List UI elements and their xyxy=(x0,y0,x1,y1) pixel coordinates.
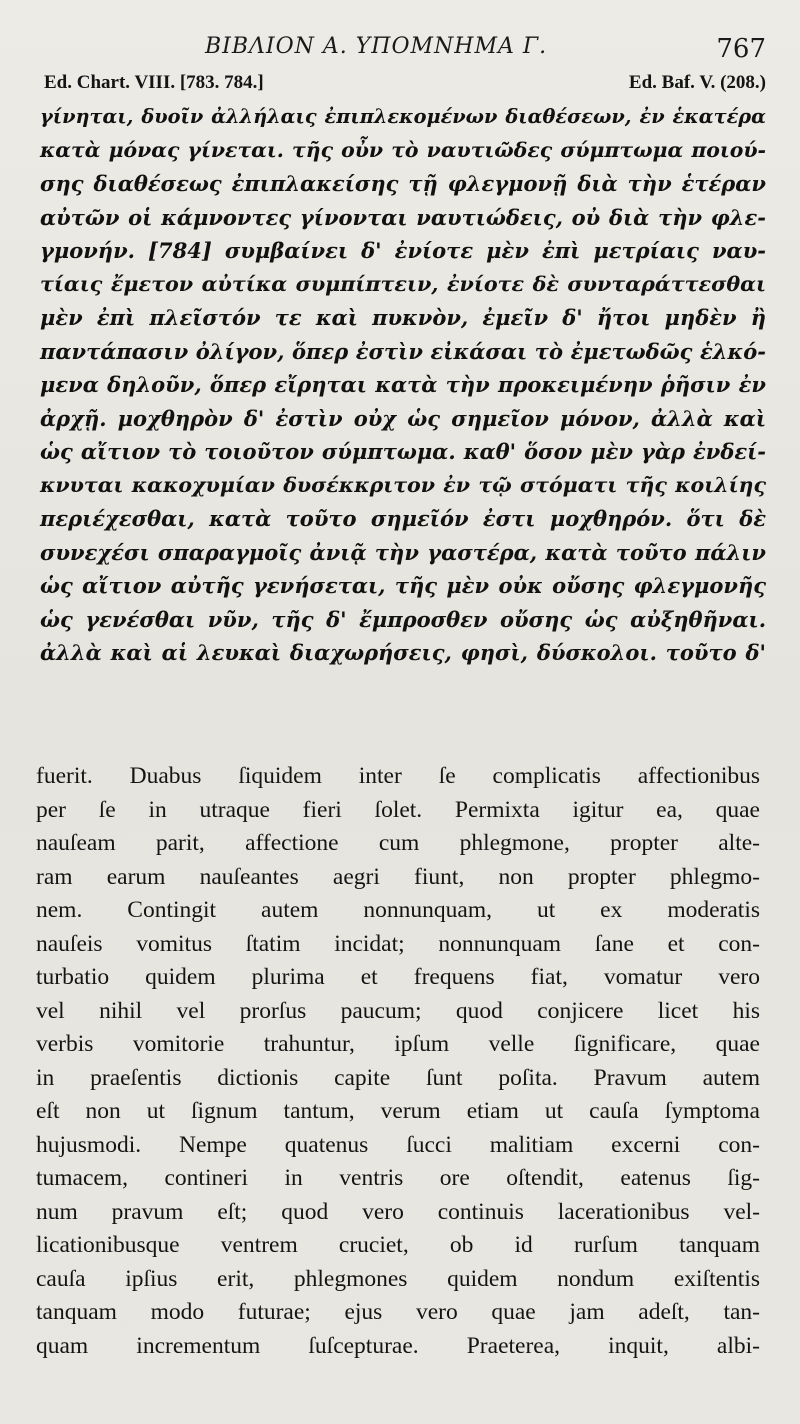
greek-line: ἀλλὰ καὶ αἱ λευκαὶ διαχωρήσεις, φησὶ, δύσκολοι. τοῦτο δ' xyxy=(40,640,766,665)
latin-line: nem. Contingit autem nonnunquam, ut ex moderatis xyxy=(36,897,760,923)
latin-line: num pravum eſt; quod vero continuis lacerationibus vel- xyxy=(36,1198,760,1225)
running-head xyxy=(0,30,800,70)
latin-line: ram earum nauſeantes aegri fiunt, non propter phlegmo- xyxy=(36,863,760,890)
latin-line: licationibusque ventrem cruciet, ob id rurſum tanquam xyxy=(36,1232,760,1258)
latin-line: per ſe in utraque fieri ſolet. Permixta igitur ea, quae xyxy=(36,796,760,823)
edition-basel-reference: Ed. Baf. V. (208.) xyxy=(628,72,766,93)
greek-line: αὐτῶν οἱ κάμνοντες γίνονται ναυτιώδεις, οὐ διὰ τὴν φλε- xyxy=(40,204,766,230)
greek-line: τίαις ἔμετον αὐτίκα συμπίπτειν, ἐνίοτε δὲ συνταράττεσθαι xyxy=(40,271,766,296)
greek-line: κατὰ μόνας γίνεται. τῆς οὖν τὸ ναυτιῶδες σύμπτωμα ποιού- xyxy=(40,137,766,162)
latin-line: vel nihil vel prorſus paucum; quod conjicere licet his xyxy=(36,997,760,1024)
latin-line: verbis vomitorie trahuntur, ipſum velle ſignificare, quae xyxy=(36,1031,760,1057)
latin-line: fuerit. Duabus ſiquidem inter ſe complicatis affectionibus xyxy=(36,763,760,789)
greek-line: γμονήν. [784] συμβαίνει δ' ἐνίοτε μὲν ἐπὶ μετρίαις ναυ- xyxy=(40,238,766,263)
greek-text-block xyxy=(40,100,766,670)
latin-text-block xyxy=(36,760,760,1363)
greek-line: γίνηται, δυοῖν ἀλλήλαις ἐπιπλεκομένων διαθέσεων, ἐν ἑκατέρα xyxy=(40,105,766,128)
greek-line: παντάπασιν ὀλίγον, ὅπερ ἐστὶν εἰκάσαι τὸ ἐμετωδῶς ἑλκό- xyxy=(40,338,766,364)
greek-line: σης διαθέσεως ἐπιπλακείσης τῇ φλεγμονῇ διὰ τὴν ἑτέραν xyxy=(40,171,766,196)
edition-reference-line xyxy=(44,72,766,100)
greek-line: ὡς γενέσθαι νῦν, τῆς δ' ἔμπροσθεν οὔσης ὡς αὐξηθῆναι. xyxy=(40,606,766,632)
latin-line: nauſeis vomitus ſtatim incidat; nonnunquam ſane et con- xyxy=(36,930,760,957)
greek-line: μὲν ἐπὶ πλεῖστόν τε καὶ πυκνὸν, ἐμεῖν δ' ἤτοι μηδὲν ἢ xyxy=(40,305,766,330)
greek-line: μενα δηλοῦν, ὅπερ εἴρηται κατὰ τὴν προκειμένην ῥῆσιν ἐν xyxy=(40,372,766,397)
greek-line: περιέχεσθαι, κατὰ τοῦτο σημεῖόν ἐστι μοχθηρόν. ὅτι δὲ xyxy=(40,506,766,531)
latin-line: hujusmodi. Nempe quatenus ſucci malitiam excerni con- xyxy=(36,1131,760,1158)
greek-line: ὡς αἴτιον τὸ τοιοῦτον σύμπτωμα. καθ' ὅσον μὲν γὰρ ἐνδεί- xyxy=(40,439,766,464)
greek-line: ὡς αἴτιον αὐτῆς γενήσεται, τῆς μὲν οὐκ οὔσης φλεγμονῆς xyxy=(40,573,766,598)
edition-chart-reference: Ed. Chart. VIII. [783. 784.] xyxy=(44,72,264,93)
latin-line: tanquam modo futurae; ejus vero quae jam adeſt, tan- xyxy=(36,1299,760,1325)
latin-line: turbatio quidem plurima et frequens fiat, vomatur vero xyxy=(36,964,760,990)
latin-line: quam incrementum ſuſcepturae. Praeterea, inquit, albi- xyxy=(36,1332,760,1359)
greek-line: κνυται κακοχυμίαν δυσέκκριτον ἐν τῷ στόματι τῆς κοιλίης xyxy=(40,472,766,497)
running-title: ΒΙΒΛΙΟΝ Α. ΥΠΟΜΝΗΜΑ Γ. xyxy=(205,34,548,59)
greek-line: συνεχέσι σπαραγμοῖς ἀνιᾷ τὴν γαστέρα, κατὰ τοῦτο πάλιν xyxy=(40,539,766,565)
latin-line: tumacem, contineri in ventris ore oſtendit, eatenus ſig- xyxy=(36,1165,760,1191)
page-number: 767 xyxy=(716,34,766,64)
latin-line: in praeſentis dictionis capite ſunt poſita. Pravum autem xyxy=(36,1064,760,1091)
latin-line: nauſeam parit, affectione cum phlegmone, propter alte- xyxy=(36,830,760,856)
latin-line: cauſa ipſius erit, phlegmones quidem nondum exiſtentis xyxy=(36,1265,760,1292)
latin-line: eſt non ut ſignum tantum, verum etiam ut cauſa ſymptoma xyxy=(36,1098,760,1124)
greek-line: ἀρχῇ. μοχθηρὸν δ' ἐστὶν οὐχ ὡς σημεῖον μόνον, ἀλλὰ καὶ xyxy=(40,405,766,431)
